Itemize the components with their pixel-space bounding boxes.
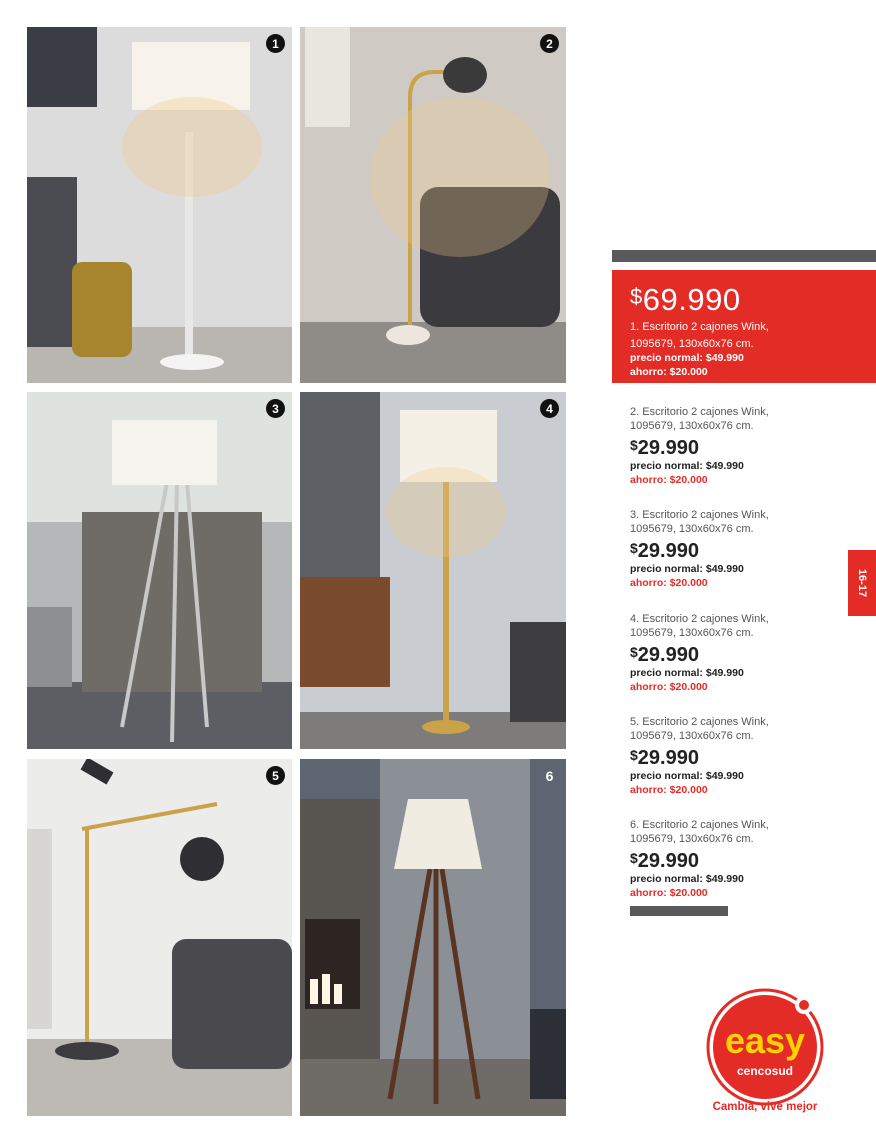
product-photo-2	[300, 27, 566, 383]
item-description-line1: 2. Escritorio 2 cajones Wink,	[630, 406, 769, 418]
photo-number-badge: 3	[266, 399, 285, 418]
bottom-divider-bar	[630, 906, 728, 916]
item-price	[630, 434, 830, 459]
featured-price	[630, 280, 876, 317]
featured-price-box	[612, 270, 876, 383]
easy-cencosud-logo	[700, 985, 830, 1115]
task-floor-lamp-illustration	[27, 759, 292, 1116]
item-description-line1: 4. Escritorio 2 cajones Wink,	[630, 613, 769, 625]
logo-subtext: cencosud	[736, 1064, 794, 1078]
logo-wordmark: easy	[724, 1020, 806, 1061]
item-saving: ahorro: $20.000	[630, 681, 708, 693]
photo-number-badge: 5	[266, 766, 285, 785]
photo-number-badge: 2	[540, 34, 559, 53]
product-photo-3	[27, 392, 292, 749]
item-normal-price: precio normal: $49.990	[630, 563, 744, 575]
currency-symbol: $	[630, 540, 638, 556]
product-photo-6	[300, 759, 566, 1116]
photo-number-badge: 1	[266, 34, 285, 53]
featured-price-value: 69.990	[642, 282, 741, 317]
item-saving: ahorro: $20.000	[630, 784, 708, 796]
product-photo-1	[27, 27, 292, 383]
floor-lamp-glass-brass-illustration	[300, 392, 566, 749]
top-divider-bar	[612, 250, 876, 262]
product-photo-4	[300, 392, 566, 749]
item-normal-price: precio normal: $49.990	[630, 667, 744, 679]
arc-lamp-brass-illustration	[300, 27, 566, 383]
currency-symbol: $	[630, 747, 638, 763]
item-price	[630, 744, 830, 769]
item-normal-price: precio normal: $49.990	[630, 770, 744, 782]
item-description-line2: 1095679, 130x60x76 cm.	[630, 420, 754, 432]
item-normal-price: precio normal: $49.990	[630, 873, 744, 885]
item-normal-price: precio normal: $49.990	[630, 460, 744, 472]
photo-number-badge: 4	[540, 399, 559, 418]
featured-description-line1: 1. Escritorio 2 cajones Wink,	[630, 321, 769, 333]
product-item-3	[630, 508, 830, 590]
currency-symbol: $	[630, 850, 638, 866]
photo-number-badge: 6	[545, 767, 554, 784]
item-description-line2: 1095679, 130x60x76 cm.	[630, 833, 754, 845]
item-price	[630, 847, 830, 872]
tripod-lamp-walnut-illustration	[300, 759, 566, 1116]
item-price-value: 29.990	[637, 850, 699, 872]
item-saving: ahorro: $20.000	[630, 577, 708, 589]
currency-symbol: $	[630, 284, 643, 309]
page-number: 16-17	[856, 568, 869, 598]
product-item-5	[630, 715, 830, 797]
item-price-value: 29.990	[637, 747, 699, 769]
item-saving: ahorro: $20.000	[630, 474, 708, 486]
item-price-value: 29.990	[637, 644, 699, 666]
tripod-lamp-chrome-illustration	[27, 392, 292, 749]
featured-normal-price: precio normal: $49.990	[630, 352, 744, 364]
item-description-line1: 3. Escritorio 2 cajones Wink,	[630, 509, 769, 521]
product-item-2	[630, 405, 830, 487]
product-item-6	[630, 818, 830, 900]
item-price	[630, 537, 830, 562]
item-description-line2: 1095679, 130x60x76 cm.	[630, 523, 754, 535]
featured-description-line2: 1095679, 130x60x76 cm.	[630, 338, 754, 350]
item-price-value: 29.990	[637, 437, 699, 459]
currency-symbol: $	[630, 644, 638, 660]
item-price	[630, 641, 830, 666]
product-photo-5	[27, 759, 292, 1116]
currency-symbol: $	[630, 437, 638, 453]
floor-lamp-white-illustration	[27, 27, 292, 383]
page-number-tab	[848, 550, 876, 616]
item-saving: ahorro: $20.000	[630, 887, 708, 899]
featured-saving: ahorro: $20.000	[630, 366, 708, 378]
item-price-value: 29.990	[637, 540, 699, 562]
item-description-line2: 1095679, 130x60x76 cm.	[630, 730, 754, 742]
item-description-line1: 6. Escritorio 2 cajones Wink,	[630, 819, 769, 831]
item-description-line1: 5. Escritorio 2 cajones Wink,	[630, 716, 769, 728]
item-description-line2: 1095679, 130x60x76 cm.	[630, 627, 754, 639]
product-item-4	[630, 612, 830, 694]
brand-tagline: Cambia, vive mejor	[712, 1101, 818, 1113]
